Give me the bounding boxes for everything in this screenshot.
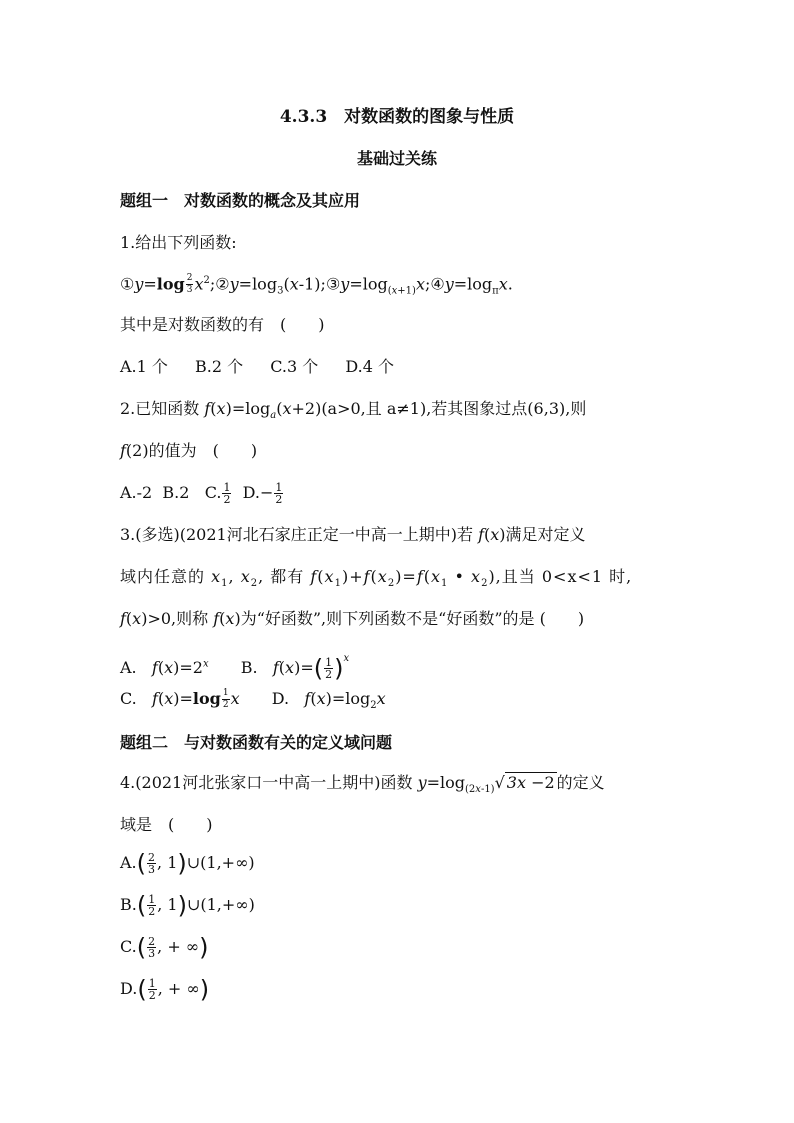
q2-options: [120, 482, 284, 505]
q1-option-b: B.2 个: [195, 357, 244, 376]
group2-heading: 题组二 与对数函数有关的定义域问题: [120, 733, 393, 752]
q3-option-b: B. f(x)=( $\frac{1}{2}$ )$^x$: [240, 653, 350, 683]
page-title: 4.3.3 对数函数的图象与性质: [279, 107, 515, 127]
q4-option-d: D.( $\frac{1}{2}$ , + ∞): [120, 975, 210, 1004]
q1-option-c: C.3 个: [270, 357, 319, 376]
q4-line1: 4.(2021河北张家口一中高一上期中)函数 $y=\log_{(2x-1)}√$ 3x −2 的定义: [120, 773, 605, 796]
q2-option-a: A.-2: [120, 483, 153, 502]
q2-line1: 2.已知函数 $f(x)=\log_a(x+2)(a>0$,且 a≠1),若其图象过点(6,3),则: [120, 399, 587, 422]
q2-option-b: B.2: [162, 483, 190, 502]
q4-option-c: C.( $\frac{2}{3}$ , + ∞): [120, 933, 209, 962]
q4-option-b: B.( $\frac{1}{2}$ , 1)∪(1,+∞): [120, 891, 255, 920]
q3-option-a: A. $f(x)=2^x$: [120, 658, 209, 677]
q3-option-d: D. $f(x)=\log_2x$: [271, 689, 386, 712]
q2-option-d: D.− $\frac{1}{2}$: [242, 481, 283, 506]
q1-option-a: A.1 个: [120, 357, 168, 376]
q2-line2: f(2)的值为 ( ): [120, 441, 258, 460]
q3-line1: 3.(多选)(2021河北石家庄正定一中高一上期中)若 f(x)满足对定义: [120, 525, 586, 544]
q1-option-d: D.4 个: [345, 357, 394, 376]
q1-function-list: ①y=log $\frac{2}{3}$ $x^2;②y=\log_3(x-1);③y=\log_{(x+1)}x;④y=\log_\pi x$.: [120, 273, 513, 297]
q3-options-ab: [120, 648, 350, 683]
q3-options-cd: [120, 688, 386, 717]
q3-line2: 域内任意的 $x_1$, $x_2$, 都有 $f(x_1)+f(x_2)=f(x_1$ • $x_2$),且当 0<x<1 时,: [120, 567, 633, 590]
q3-line3: f(x)>0,则称 f(x)为“好函数”,则下列函数不是“好函数”的是 ( ): [120, 609, 585, 628]
q4-line2: 域是 ( ): [120, 815, 213, 834]
q1-stem: 1.给出下列函数:: [120, 233, 237, 252]
q1-options: [120, 356, 394, 378]
group1-heading: 题组一 对数函数的概念及其应用: [120, 191, 361, 210]
q1-question: 其中是对数函数的有 ( ): [120, 315, 325, 334]
q3-option-c: C. f(x)=log $\frac{1}{2}$ x: [120, 688, 240, 710]
q2-option-c: C. $\frac{1}{2}$: [204, 481, 231, 506]
page-subtitle: 基础过关练: [356, 149, 437, 168]
q4-option-a: A.( $\frac{2}{3}$ , 1)∪(1,+∞): [120, 849, 255, 878]
